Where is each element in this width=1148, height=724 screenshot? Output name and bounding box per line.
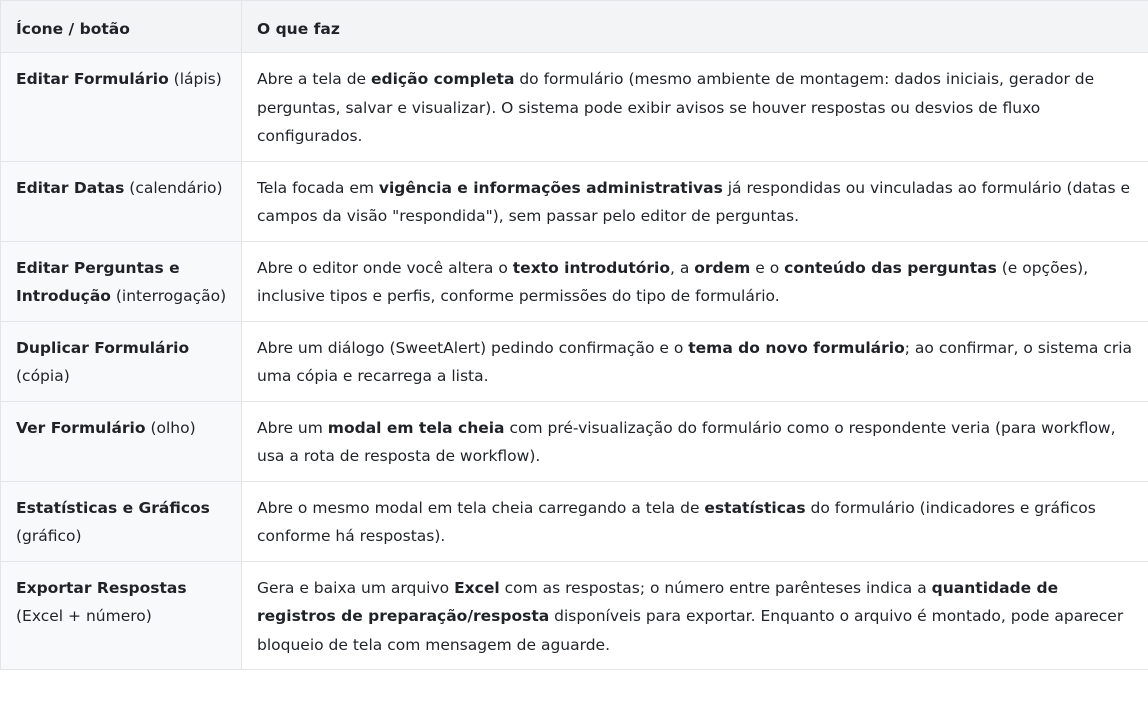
description-text: do formulário (indicadores e gráficos conforme há respostas). — [257, 498, 1096, 545]
action-name-cell — [1, 481, 242, 561]
table-row — [1, 401, 1148, 481]
header-row — [1, 1, 1148, 53]
description-text: com as respostas; o número entre parênteses indica a — [499, 578, 932, 597]
table-row — [1, 321, 1148, 401]
description-emphasis: quantidade de registros de preparação/resposta — [257, 578, 1059, 625]
action-name-cell — [1, 401, 242, 481]
action-description — [242, 53, 1148, 162]
description-emphasis: texto introdutório — [512, 258, 670, 277]
action-name-cell — [1, 561, 242, 670]
description-emphasis: Excel — [454, 578, 500, 597]
description-text: Abre o editor onde você altera o — [257, 258, 513, 277]
action-description — [242, 481, 1148, 561]
action-name: Duplicar Formulário — [16, 338, 190, 357]
description-text: (e opções), inclusive tipos e perfis, conforme permissões do tipo de formulário. — [257, 258, 1089, 305]
action-icon-hint: (calendário) — [129, 178, 223, 197]
description-text: com pré-visualização do formulário como o respondente veria (para workflow, usa a rota de resposta de workflow). — [257, 418, 1116, 465]
action-icon-hint: (gráfico) — [16, 527, 82, 545]
action-description — [242, 161, 1148, 241]
table-row — [1, 241, 1148, 321]
description-text: e o — [750, 258, 785, 277]
description-text: Abre um — [257, 418, 328, 437]
action-icon-hint: (Excel + número) — [16, 607, 152, 625]
description-emphasis: vigência e informações administrativas — [378, 178, 723, 197]
action-icon-hint: (lápis) — [173, 70, 222, 88]
action-icon-hint: (cópia) — [16, 367, 70, 385]
action-description — [242, 561, 1148, 670]
action-description — [242, 321, 1148, 401]
description-emphasis: estatísticas — [704, 498, 806, 517]
action-name-cell — [1, 321, 242, 401]
action-name-cell — [1, 53, 242, 162]
action-name: Editar Formulário — [16, 70, 169, 88]
action-name: Editar Perguntas e Introdução — [16, 258, 180, 305]
action-icon-hint: (olho) — [150, 418, 196, 437]
table-row — [1, 53, 1148, 162]
action-name-cell — [1, 241, 242, 321]
action-name: Editar Datas — [16, 178, 125, 197]
description-text: ; ao confirmar, o sistema cria uma cópia e recarrega a lista. — [257, 338, 1133, 385]
description-emphasis: ordem — [694, 258, 751, 277]
action-name: Exportar Respostas — [16, 578, 187, 597]
action-description — [242, 241, 1148, 321]
action-name: Ver Formulário — [16, 418, 146, 437]
description-text: Tela focada em — [257, 178, 379, 197]
header-icon-button: Ícone / botão — [1, 1, 242, 53]
description-text: do formulário (mesmo ambiente de montagem: dados iniciais, gerador de perguntas, salvar e visualizar). O sistema pode exibir avisos se houver respostas ou desvios de fluxo configurados. — [257, 70, 1095, 145]
description-text: Abre o mesmo modal em tela cheia carregando a tela de — [257, 498, 705, 517]
header-what-it-does: O que faz — [242, 1, 1148, 53]
description-text: Gera e baixa um arquivo — [257, 578, 455, 597]
description-text: Abre a tela de — [257, 70, 372, 88]
action-name-cell — [1, 161, 242, 241]
description-text: Abre um diálogo (SweetAlert) pedindo confirmação e o — [257, 338, 689, 357]
description-text: disponíveis para exportar. Enquanto o arquivo é montado, pode aparecer bloqueio de tela com mensagem de aguarde. — [257, 607, 1124, 654]
action-icon-hint: (interrogação) — [115, 287, 227, 305]
action-name: Estatísticas e Gráficos — [16, 498, 210, 517]
description-emphasis: modal em tela cheia — [327, 418, 505, 437]
description-text: já respondidas ou vinculadas ao formulário (datas e campos da visão "respondida"), sem passar pelo editor de perguntas. — [257, 178, 1131, 225]
description-emphasis: edição completa — [371, 70, 515, 88]
action-description — [242, 401, 1148, 481]
table-row — [1, 561, 1148, 670]
table-row — [1, 161, 1148, 241]
description-text: , a — [669, 258, 695, 277]
table-row — [1, 481, 1148, 561]
description-emphasis: conteúdo das perguntas — [784, 258, 997, 277]
description-emphasis: tema do novo formulário — [688, 338, 905, 357]
